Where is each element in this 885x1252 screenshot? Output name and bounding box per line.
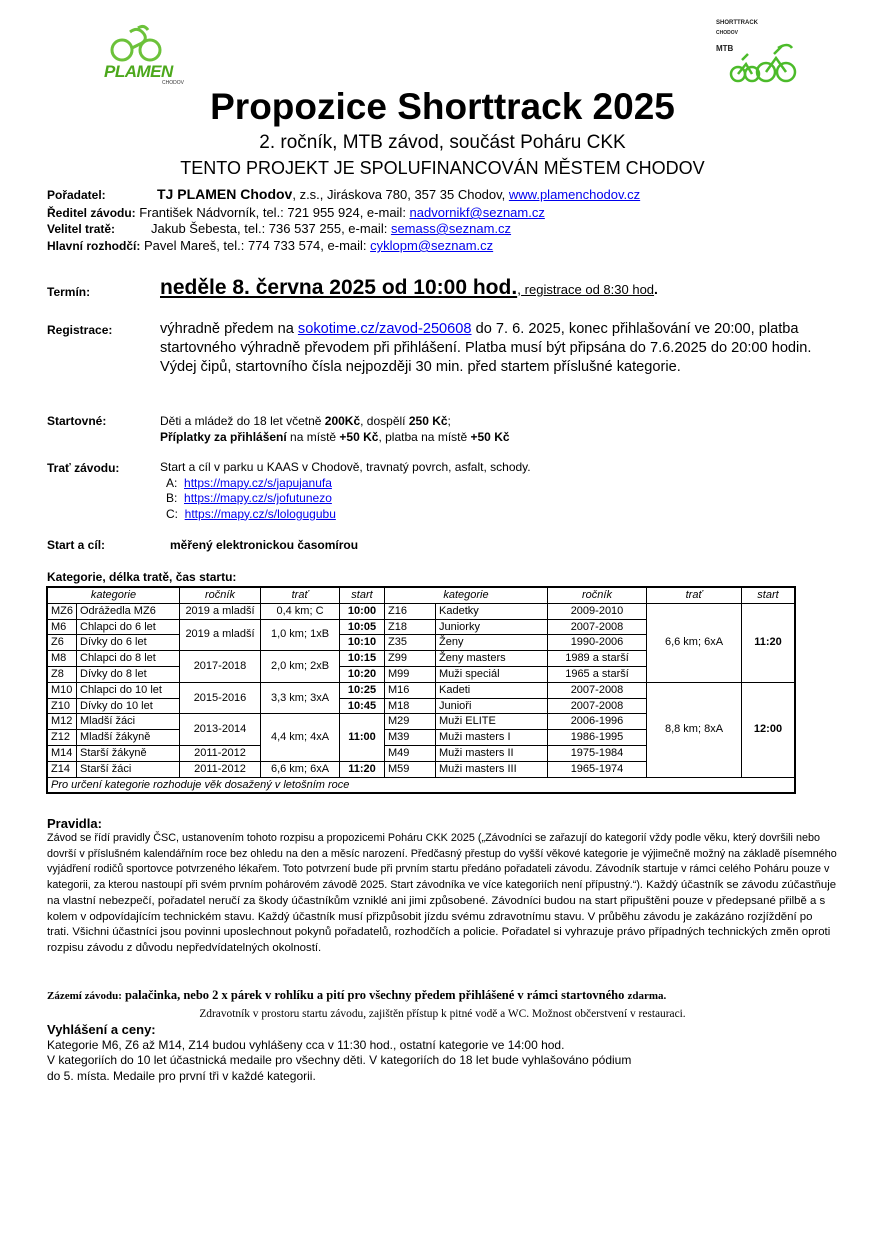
trat-text <box>160 460 531 522</box>
map-link-b[interactable]: https://mapy.cz/s/jofutunezo <box>184 491 332 505</box>
cat-code: M16 <box>385 682 436 698</box>
trat-link-c-row <box>160 507 531 523</box>
bikers-icon <box>712 18 804 90</box>
cat-rocnik: 1990-2006 <box>548 635 647 651</box>
surcharge-onsite-text: na místě <box>286 430 340 444</box>
track-commander-label: Velitel tratě: <box>47 222 116 236</box>
trat-link-b-prefix: B: <box>166 491 178 505</box>
trat-description: Start a cíl v parku u KAAS v Chodově, travnatý povrch, asfalt, schody. <box>160 460 531 474</box>
cat-rocnik: 2006-1996 <box>548 714 647 730</box>
cat-start: 11:20 <box>340 761 385 777</box>
cat-rocnik: 1975-1984 <box>548 745 647 761</box>
cat-name: Dívky do 8 let <box>77 666 180 682</box>
zazemi-free: zdarma. <box>627 990 667 1002</box>
table-row <box>47 603 795 619</box>
page-subtitle: 2. ročník, MTB závod, součást Poháru CKK <box>259 132 626 153</box>
cat-start-group-b: 12:00 <box>742 682 796 777</box>
cat-name: Mladší žáci <box>77 714 180 730</box>
col-header-kategorie-right: kategorie <box>385 587 548 603</box>
surcharge-label: Příplatky za přihlášení <box>160 430 287 444</box>
fee-line-end: ; <box>447 414 451 428</box>
cat-trat: 4,4 km; 4xA <box>261 714 340 761</box>
director-email-link[interactable]: nadvornikf@seznam.cz <box>409 205 545 220</box>
cat-name: Muži masters I <box>436 730 548 746</box>
trat-link-c-prefix: C: <box>166 506 178 521</box>
cat-start: 10:45 <box>340 698 385 714</box>
cat-start: 10:10 <box>340 635 385 651</box>
cat-rocnik: 2019 a mladší <box>180 603 261 619</box>
cat-code: M49 <box>385 745 436 761</box>
table-note: Pro určení kategorie rozhoduje věk dosažený v letošním roce <box>47 777 795 793</box>
cat-code: M29 <box>385 714 436 730</box>
rules-cup-rules: Závod se řídí pravidly ČSC, ustanovením tohoto rozpisu a propozicemi Poháru CKK 2025 („Závodníci se zařazují do kategorií vždy podle věku, který dovršili nebo dovrší v příslušném kalendářním roce bez ohledu na den a měsíc narození. Předčasný přestup do vyšší věkové kategorie je výjimečně možný na základě písemného vyjádření rodičů sportovce potvrzeného lékařem. Toto potvrzení bude při prvním startu předáno pořadateli závodu. Závodník startuje v rámci celého Poháru pouze v kategorii, za kterou nastoupí při svém prvním pohárovém závodě 2025. Start závodníka ve více kategoriích není přípustný.“). <box>47 832 837 892</box>
surcharge-payment-text: , platba na místě <box>378 430 471 444</box>
registrace-pre: výhradně předem na <box>160 321 298 337</box>
cat-code: Z99 <box>385 651 436 667</box>
referee-label: Hlavní rozhodčí: <box>47 239 141 253</box>
cat-rocnik: 2019 a mladší <box>180 619 261 651</box>
director-label: Ředitel závodu: <box>47 206 136 220</box>
cat-start: 10:20 <box>340 666 385 682</box>
cat-code: M6 <box>47 619 77 635</box>
track-commander-email-link[interactable]: semass@seznam.cz <box>390 221 512 236</box>
cat-code: M99 <box>385 666 436 682</box>
termin-registration-time: registrace od 8:30 hod <box>521 282 655 297</box>
col-header-trat-left: trať <box>261 587 340 603</box>
termin-separator: , <box>517 281 522 297</box>
col-header-trat-right: trať <box>647 587 742 603</box>
rules-text <box>47 831 837 957</box>
director-info: František Nádvorník, tel.: 721 955 924, e-mail: <box>135 205 410 220</box>
cat-code: M39 <box>385 730 436 746</box>
cat-name: Muži masters II <box>436 745 548 761</box>
col-header-start-right: start <box>742 587 796 603</box>
vyhlaseni-heading: Vyhlášení a ceny: <box>47 1022 156 1037</box>
referee-info: Pavel Mareš, tel.: 774 733 574, e-mail: <box>140 238 371 253</box>
vyhlaseni-line2: V kategoriích do 10 let účastnická medaile pro všechny děti. V kategoriích do 18 let bude vyhlašováno pódium <box>47 1053 632 1068</box>
termin-end: . <box>654 281 658 297</box>
rules-heading: Pravidla: <box>47 816 102 831</box>
cat-name: Muži masters III <box>436 761 548 777</box>
cat-rocnik: 1986-1995 <box>548 730 647 746</box>
track-commander-info: Jakub Šebesta, tel.: 736 537 255, e-mail: <box>151 221 391 236</box>
col-header-kategorie-left: kategorie <box>47 587 180 603</box>
cat-name: Kadetky <box>436 603 548 619</box>
cat-name: Chlapci do 8 let <box>77 651 180 667</box>
cat-code: Z8 <box>47 666 77 682</box>
logo-chodov-small-text: CHODOV <box>716 30 738 36</box>
registrace-label: Registrace: <box>47 323 113 337</box>
cat-code: M12 <box>47 714 77 730</box>
shorttrack-logo <box>712 18 804 90</box>
fee-adults-text: , dospělí <box>360 414 409 428</box>
cat-trat: 2,0 km; 2xB <box>261 651 340 683</box>
organizer-label: Pořadatel: <box>47 188 106 202</box>
cat-name: Dívky do 10 let <box>77 698 180 714</box>
cat-code: Z14 <box>47 761 77 777</box>
cat-name: Muži ELITE <box>436 714 548 730</box>
fee-adults-amount: 250 Kč <box>408 414 448 428</box>
startcil-text: měřený elektronickou časomírou <box>170 538 359 552</box>
registrace-text <box>160 320 820 377</box>
cat-rocnik: 2011-2012 <box>180 761 261 777</box>
cat-name: Chlapci do 6 let <box>77 619 180 635</box>
cat-code: MZ6 <box>47 603 77 619</box>
surcharge-onsite-amount: +50 Kč <box>339 430 379 444</box>
cat-start: 10:00 <box>340 603 385 619</box>
cat-trat: 1,0 km; 1xB <box>261 619 340 651</box>
cat-name: Kadeti <box>436 682 548 698</box>
cat-start: 10:05 <box>340 619 385 635</box>
cat-name: Odrážedla MZ6 <box>77 603 180 619</box>
cat-rocnik: 1965 a starší <box>548 666 647 682</box>
registrace-post: do 7. 6. 2025, konec přihlašování ve 20:00, platba startovného výhradně převodem při přihlášení. Platba musí být připsána do 7.6.2025 do 20:00 hodin. Výdej čipů, startovního čísla nejpozději 30 min. před startem příslušné kategorie. <box>160 321 812 375</box>
table-header-row <box>47 587 795 603</box>
plamen-logo <box>104 24 194 88</box>
surcharge-payment-amount: +50 Kč <box>470 430 510 444</box>
cat-trat: 6,6 km; 6xA <box>261 761 340 777</box>
zdravotnik-note: Zdravotník v prostoru startu závodu, zajištěn přístup k pitné vodě a WC. Možnost občerstvení v restauraci. <box>199 1008 686 1020</box>
startcil-label: Start a cíl: <box>47 538 106 552</box>
cat-code: M14 <box>47 745 77 761</box>
funding-note: TENTO PROJEKT JE SPOLUFINANCOVÁN MĚSTEM CHODOV <box>180 158 705 178</box>
vyhlaseni-text <box>47 1038 837 1084</box>
cat-start-group-a: 11:20 <box>742 603 796 682</box>
cat-name: Chlapci do 10 let <box>77 682 180 698</box>
cat-code: M18 <box>385 698 436 714</box>
termin-label: Termín: <box>47 285 91 299</box>
col-header-rocnik-right: ročník <box>548 587 647 603</box>
cat-code: Z18 <box>385 619 436 635</box>
startovne-label: Startovné: <box>47 414 107 428</box>
map-link-c[interactable]: https://mapy.cz/s/lologugubu <box>184 506 336 521</box>
cat-rocnik: 1989 a starší <box>548 651 647 667</box>
cat-code: Z12 <box>47 730 77 746</box>
cat-code: M10 <box>47 682 77 698</box>
track-commander-row <box>47 221 511 236</box>
cat-name: Juniorky <box>436 619 548 635</box>
cat-name: Ženy masters <box>436 651 548 667</box>
cat-name: Dívky do 6 let <box>77 635 180 651</box>
fee-children-text: Děti a mládež do 18 let včetně <box>160 414 325 428</box>
startovne-line2 <box>160 429 510 445</box>
logo-mtb-text: MTB <box>716 44 734 53</box>
cat-name: Muži speciál <box>436 666 548 682</box>
logo-shorttrack-text: SHORTTRACK <box>716 20 758 26</box>
zazemi-label: Zázemí závodu: <box>47 990 122 1002</box>
cat-rocnik: 2009-2010 <box>548 603 647 619</box>
vyhlaseni-line1: Kategorie M6, Z6 až M14, Z14 budou vyhlášeny cca v 11:30 hod., ostatní kategorie ve 14:00 hod. <box>47 1038 565 1052</box>
sokotime-link[interactable]: sokotime.cz/zavod-250608 <box>297 321 472 337</box>
cat-code: M8 <box>47 651 77 667</box>
cat-rocnik: 2015-2016 <box>180 682 261 714</box>
cat-code: Z16 <box>385 603 436 619</box>
cat-trat: 0,4 km; C <box>261 603 340 619</box>
trat-link-a-row <box>160 476 531 492</box>
cat-code: Z10 <box>47 698 77 714</box>
cat-name: Starší žákyně <box>77 745 180 761</box>
categories-heading: Kategorie, délka tratě, čas startu: <box>47 570 237 584</box>
cat-name: Junioři <box>436 698 548 714</box>
col-header-rocnik-left: ročník <box>180 587 261 603</box>
cat-code: Z6 <box>47 635 77 651</box>
cat-name: Ženy <box>436 635 548 651</box>
cat-name: Starší žáci <box>77 761 180 777</box>
cat-rocnik: 1965-1974 <box>548 761 647 777</box>
termin-value <box>160 276 658 300</box>
zazemi-row <box>47 988 666 1003</box>
rules-general: Každý účastník se závodu zúčastňuje na vlastní nebezpečí, pořadatel neručí za škody účastníkům vzniklé ani jimi způsobené. Závodníci budou na start připuštěni pouze v předepsané přilbě a s kolem v odpovídajícím technickém stavu. Každý účastník musí přizpůsobit jízdu svému zdravotnímu stavu. V průběhu závodu je zakázáno rozjíždění po trati. Všichni účastníci jsou povinni uposlechnout pokynů pořadatelů, rozhodčích a policie. Pořadatel si vyhrazuje právo případných technických změn oproti rozpisu závodu z důvodu nepředvídatelných okolností. <box>47 879 837 954</box>
trat-link-b-row <box>160 491 531 507</box>
director-row <box>47 205 545 220</box>
cat-trat-group-b: 8,8 km; 8xA <box>647 682 742 777</box>
table-note-row <box>47 777 795 793</box>
zazemi-text: palačinka, nebo 2 x párek v rohlíku a pití pro všechny předem přihlášené v rámci startovného <box>121 988 628 1002</box>
fee-children-amount: 200Kč <box>324 414 361 428</box>
termin-date: neděle 8. června 2025 od 10:00 hod. <box>160 276 518 299</box>
trat-link-a-prefix: A: <box>166 475 178 490</box>
cat-rocnik: 2007-2008 <box>548 619 647 635</box>
page-title: Propozice Shorttrack 2025 <box>210 86 675 127</box>
cat-code: Z35 <box>385 635 436 651</box>
cat-start: 10:25 <box>340 682 385 698</box>
logo-chodov-text: CHODOV <box>162 80 184 86</box>
referee-row <box>47 238 493 253</box>
cat-rocnik: 2011-2012 <box>180 745 261 761</box>
trat-label: Trať závodu: <box>47 461 120 475</box>
cat-trat: 3,3 km; 3xA <box>261 682 340 714</box>
cat-rocnik: 2007-2008 <box>548 698 647 714</box>
categories-table <box>46 586 796 794</box>
map-link-a[interactable]: https://mapy.cz/s/japujanufa <box>184 475 332 490</box>
startovne-text <box>160 413 510 445</box>
cat-name: Mladší žákyně <box>77 730 180 746</box>
organizer-name: TJ PLAMEN Chodov <box>157 186 293 202</box>
cat-code: M59 <box>385 761 436 777</box>
logo-plamen-text: PLAMEN <box>104 62 173 81</box>
cat-trat-group-a: 6,6 km; 6xA <box>647 603 742 682</box>
table-row <box>47 682 795 698</box>
cat-rocnik: 2007-2008 <box>548 682 647 698</box>
cat-start: 10:15 <box>340 651 385 667</box>
cat-rocnik: 2017-2018 <box>180 651 261 683</box>
organizer-website-link[interactable]: www.plamenchodov.cz <box>508 187 641 202</box>
organizer-row <box>47 186 640 202</box>
referee-email-link[interactable]: cyklopm@seznam.cz <box>370 238 494 253</box>
vyhlaseni-line3: do 5. místa. Medaile pro první tři v každé kategorii. <box>47 1068 316 1083</box>
cat-rocnik: 2013-2014 <box>180 714 261 746</box>
col-header-start-left: start <box>340 587 385 603</box>
organizer-address: , z.s., Jiráskova 780, 357 35 Chodov, <box>292 187 509 202</box>
cat-start: 11:00 <box>340 714 385 761</box>
startovne-line1 <box>160 413 510 429</box>
